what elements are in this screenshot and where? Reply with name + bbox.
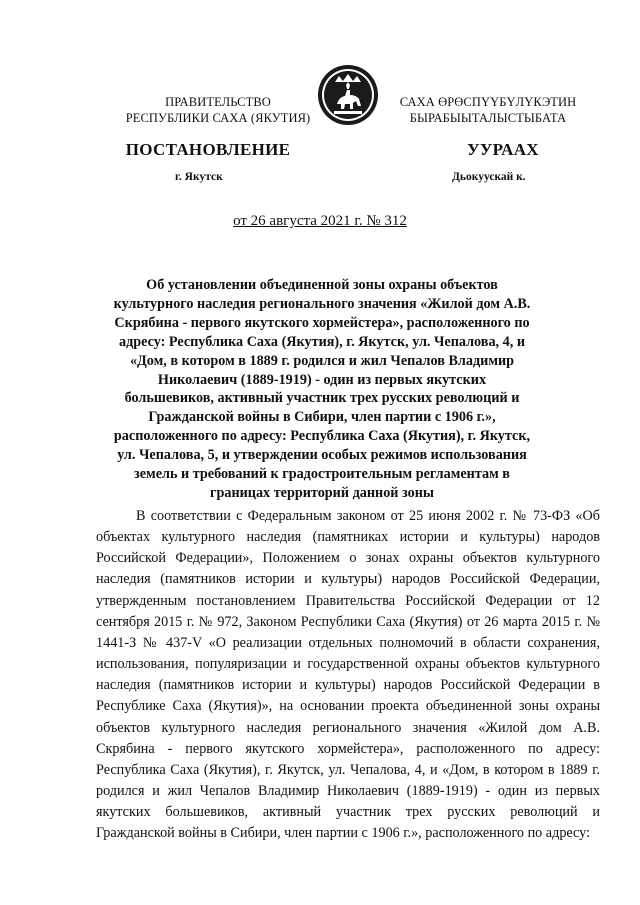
resolution-title: Об установлении объединенной зоны охраны объектов культурного наследия регионального значения «Жилой дом А.В. Скрябина - первого якутского хормейстера», расположенного по адресу: Республика Саха (Якутия), г. Якутск, ул. Чепалова, 4, и «Дом, в котором в 1889 г. родился и жил Чепалов Владимир Николаевич (1889-1919) - один из первых якутских большевиков, активный участник трех русских революций и Гражданской войны в Сибири, член партии с 1906 г.», расположенного по адресу: Республика Саха (Якутия), г. Якутск, ул. Чепалова, 5, и утверждении особых режимов использования земель и требований к градостроительным регламентам в границах территорий данной зоны xyxy=(113,277,531,501)
government-line-2: РЕСПУБЛИКИ САХА (ЯКУТИЯ) xyxy=(125,111,311,125)
city-sakha: Дьокуускай к. xyxy=(452,171,526,183)
doc-type-sakha: УУРААХ xyxy=(467,140,539,159)
resolution-body-paragraph: В соответствии с Федеральным законом от 25 июня 2002 г. № 73-ФЗ «Об объектах культурного наследия (памятниках истории и культуры) народов Российской Федерации», Положением о зонах охраны объектов культурного наследия (памятников истории и культуры) народов Российской Федерации, утвержденным постановлением Правительства Российской Федерации от 12 сентября 2015 г. № 972, Законом Республики Саха (Якутия) от 26 марта 2015 г. № 1441-З № 437-V «О реализации отдельных полномочий в области сохранения, использования, популяризации и государственной охраны объектов культурного наследия (памятников истории и культуры) народов Российской Федерации в Республике Саха (Якутия)», на основании проекта объединенной зоны охраны объектов культурного наследия регионального значения «Жилой дом А.В. Скрябина - первого якутского хормейстера», расположенного по адресу: Республика Саха (Якутия), г. Якутск, ул. Чепалова, 4, и «Дом, в котором в 1889 г. родился и жил Чепалов Владимир Николаевич (1889-1919) - один из первых якутских большевиков, активный участник трех русских революций и Гражданской войны в Сибири, член партии с 1906 г.», расположенного по адресу: xyxy=(96,508,600,842)
government-name-sakha xyxy=(378,94,598,126)
government-sakha-line-1: САХА ӨРӨСПҮҮБҮЛҮКЭТИН xyxy=(399,95,577,109)
doc-type-ru: ПОСТАНОВЛЕНИЕ xyxy=(125,140,291,159)
coat-of-arms-icon xyxy=(317,64,379,126)
government-line-1: ПРАВИТЕЛЬСТВО xyxy=(165,95,271,109)
resolution-date-number: от 26 августа 2021 г. № 312 xyxy=(233,213,407,229)
government-name-ru xyxy=(118,94,318,126)
government-sakha-line-2: БЫРАБЫЫТАЛЫСТЫБАТА xyxy=(409,111,567,125)
city-ru: г. Якутск xyxy=(175,171,223,183)
